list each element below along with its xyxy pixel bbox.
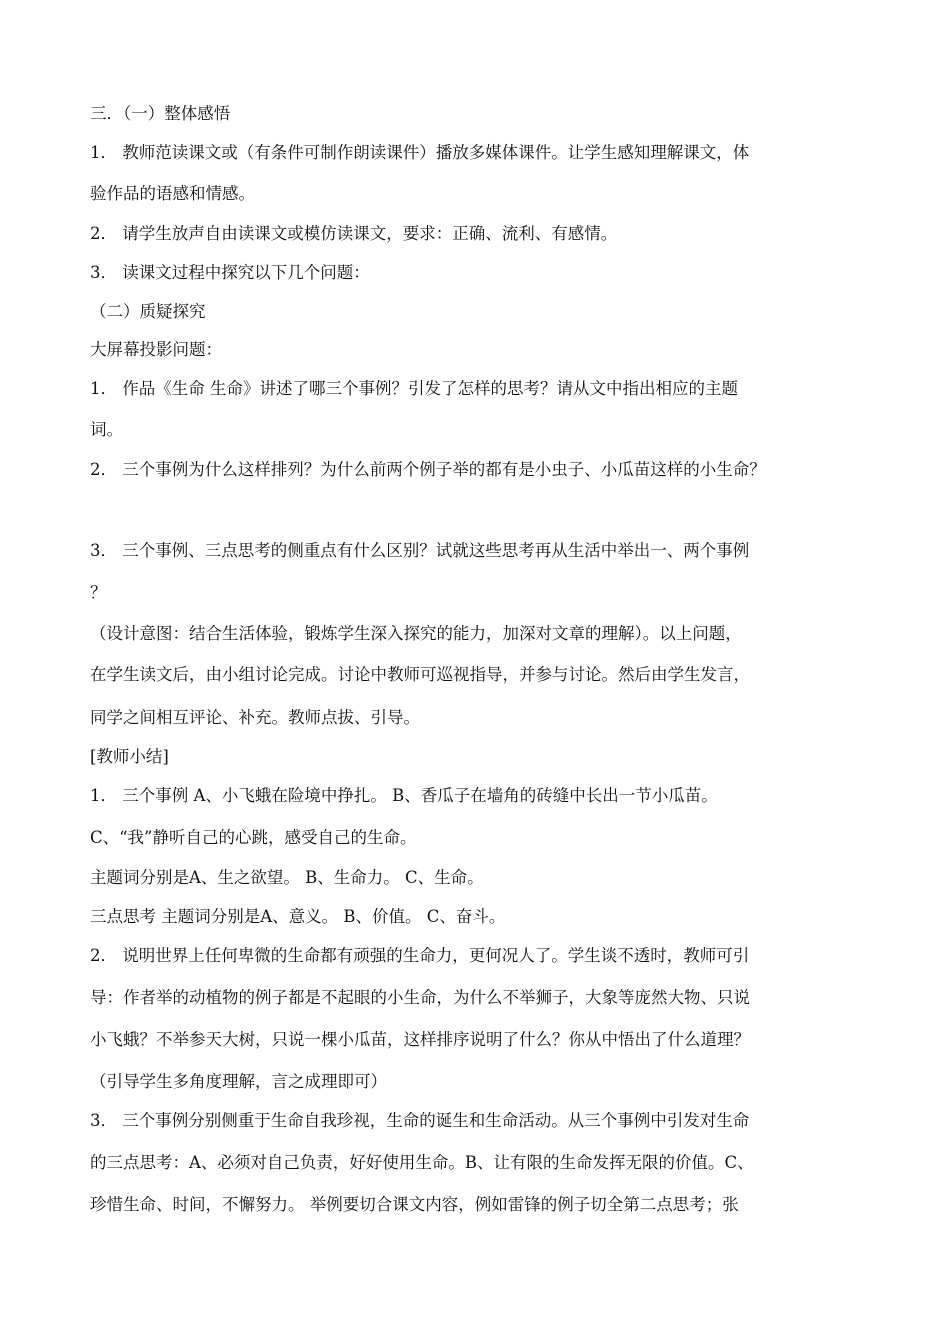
section-heading-summary: [教师小结] [90, 747, 169, 766]
paragraph-line: 3． 三个事例、三点思考的侧重点有什么区别？试就这些思考再从生活中举出一、两个事例 [90, 541, 750, 560]
paragraph-line: ？ [90, 583, 107, 602]
paragraph-line: 验作品的语感和情感。 [90, 184, 255, 203]
paragraph-line: 小飞蛾？不举参天大树，只说一棵小瓜苗，这样排序说明了什么？你从中悟出了什么道理？ [90, 1030, 750, 1049]
paragraph-line: （设计意图：结合生活体验，锻炼学生深入探究的能力，加深对文章的理解）。以上问题， [90, 624, 742, 643]
section-heading-inquiry: （二）质疑探究 [90, 302, 206, 321]
paragraph-line: 1． 三个事例 A、小飞蛾在险境中挣扎。 B、香瓜子在墙角的砖缝中长出一节小瓜苗。 [90, 786, 718, 805]
paragraph-line: 的三点思考：A、必须对自己负责，好好使用生命。B、让有限的生命发挥无限的价值。C、 [90, 1153, 754, 1172]
paragraph-line: 在学生读文后，由小组讨论完成。讨论中教师可巡视指导，并参与讨论。然后由学生发言， [90, 665, 750, 684]
paragraph-line: 大屏幕投影问题： [90, 340, 222, 359]
paragraph-line: 2． 请学生放声自由读课文或模仿读课文，要求：正确、流利、有感情。 [90, 224, 618, 243]
paragraph-line: 词。 [90, 420, 123, 439]
section-heading-overall: 三．（一）整体感悟 [90, 104, 231, 123]
paragraph-line: 3． 读课文过程中探究以下几个问题： [90, 263, 370, 282]
paragraph-line: 1． 教师范读课文或（有条件可制作朗读课件）播放多媒体课件。让学生感知理解课文，体 [90, 143, 750, 162]
paragraph-line: C、“我”静听自己的心跳，感受自己的生命。 [90, 828, 417, 847]
paragraph-line: 同学之间相互评论、补充。教师点拔、引导。 [90, 708, 420, 727]
paragraph-line: 三点思考 主题词分别是A、意义。 B、价值。 C、奋斗。 [90, 907, 506, 926]
paragraph-line: 导：作者举的动植物的例子都是不起眼的小生命，为什么不举狮子，大象等庞然大物、只说 [90, 988, 750, 1007]
paragraph-line: 2． 三个事例为什么这样排列？为什么前两个例子举的都有是小虫子、小瓜苗这样的小生命？ [90, 460, 766, 479]
paragraph-line: 珍惜生命、时间，不懈努力。 举例要切合课文内容，例如雷锋的例子切全第二点思考；张 [90, 1195, 739, 1214]
paragraph-line: （引导学生多角度理解，言之成理即可） [90, 1072, 387, 1091]
paragraph-line: 3． 三个事例分别侧重于生命自我珍视，生命的诞生和生命活动。从三个事例中引发对生命 [90, 1111, 750, 1130]
paragraph-line: 主题词分别是A、生之欲望。 B、生命力。 C、生命。 [90, 868, 484, 887]
paragraph-line: 2． 说明世界上任何卑微的生命都有顽强的生命力，更何况人了。学生谈不透时，教师可引 [90, 946, 750, 965]
paragraph-line: 1． 作品《生命 生命》讲述了哪三个事例？引发了怎样的思考？请从文中指出相应的主题 [90, 379, 738, 398]
